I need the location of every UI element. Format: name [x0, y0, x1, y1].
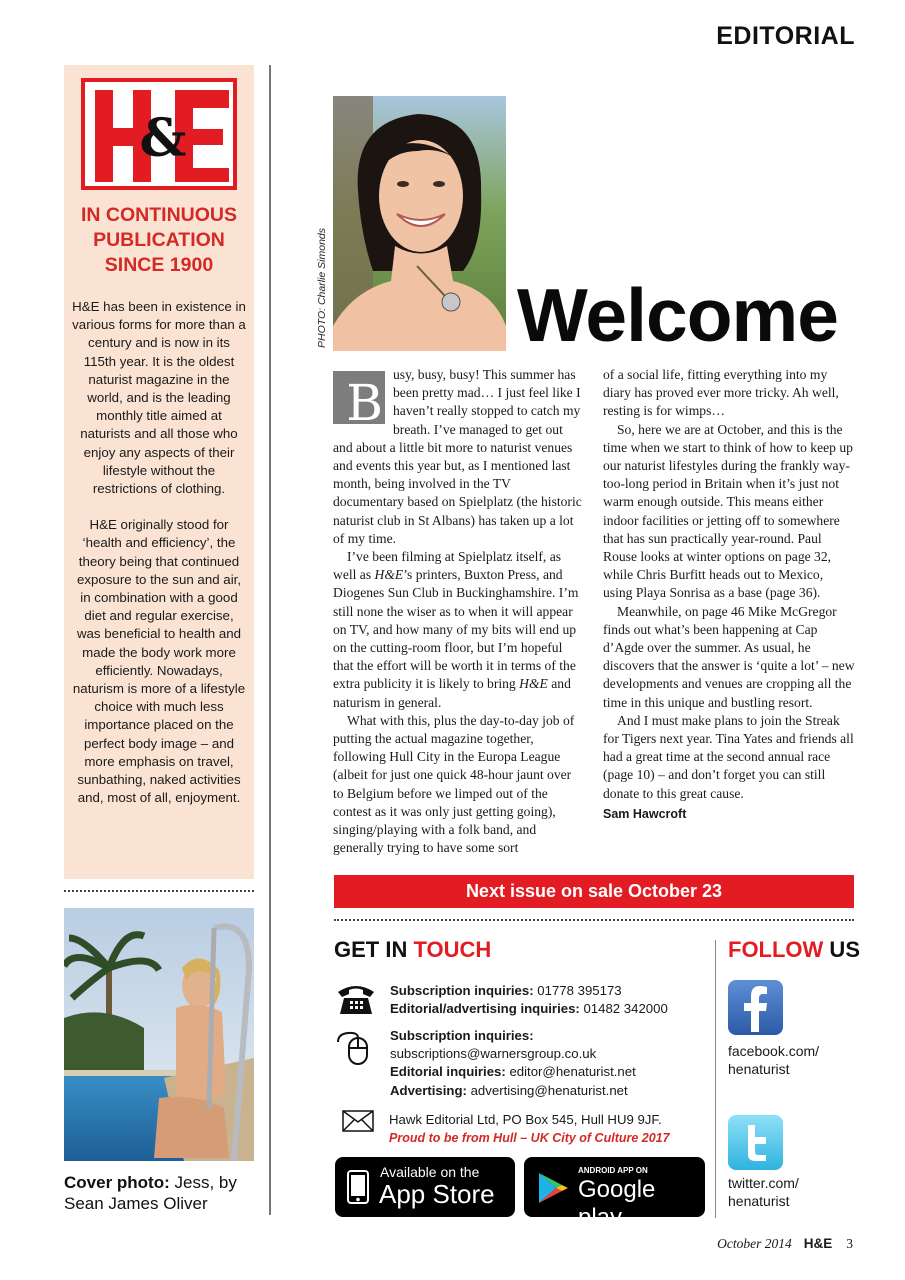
hull-tagline: Proud to be from Hull – UK City of Culture 2017 — [389, 1131, 670, 1146]
article-paragraph: I’ve been filming at Spielplatz itself, as well as H&E’s printers, Buxton Press, and Diogenes Sun Club in Buckinghamshire. I’m still none the wiser as to when it will appear on TV, and how many of my bits will end up on the cutting-room floor, but I’m hopeful that the effort will be worth it in terms of the extra publicity it is likely to bring H&E and naturism in general. — [333, 549, 579, 710]
he-logo — [81, 78, 237, 190]
follow-divider — [715, 940, 716, 1218]
article-title: Welcome — [517, 273, 838, 357]
cover-caption-label: Cover photo: — [64, 1173, 170, 1192]
divider — [334, 919, 854, 921]
address-line: Hawk Editorial Ltd, PO Box 545, Hull HU9 9JF. — [389, 1112, 662, 1127]
twitter-icon[interactable] — [728, 1115, 783, 1170]
next-issue-banner: Next issue on sale October 23 — [334, 875, 854, 908]
page-number: 3 — [846, 1236, 853, 1251]
article-paragraph: So, here we are at October, and this is the time when we start to think of how to keep up our naturist lifestyles during the frankly way-too-long period in Britain when it’s just not warm enough outside. This means either indoor facilities or jetting off to somewhere that has sun practically year-round. Paul Rouse looks at winter options on page 32, while Chris Burfitt heads out to Mexico, using Playa Sonrisa as a base (page 36). — [603, 421, 853, 601]
article-paragraph: usy, busy, busy! This summer has been pretty mad… I just feel like I haven’t really stopped to catch my breath. I’ve managed to get out and about a little bit more to naturist venues and events this year but, as I mentioned last month, being involved in the TV documentary based on Spielplatz (the historic naturist club in St Albans) has taken up a lot of my time. — [333, 367, 582, 546]
drop-cap-letter: B — [346, 374, 383, 432]
app-store-button[interactable] — [335, 1157, 515, 1217]
drop-cap — [333, 371, 385, 432]
divider — [64, 890, 254, 892]
postal-address — [389, 1111, 670, 1147]
article-paragraph: Meanwhile, on page 46 Mike McGregor finds out what’s been happening at Cap d’Agde over the summer. As usual, he discovers that the answer is ‘quite a lot’ – new developments and venues are cropping all the time in this unique and bustling resort. — [603, 603, 855, 710]
cover-photo — [64, 908, 254, 1161]
article-paragraph: What with this, plus the day-to-day job of putting the actual magazine together, following Hull City in the Europa League (albeit for just one quick 48-hour jaunt over to Belgium before we limped out of the contest as it was only just getting going), singing/playing with a folk band, and generally trying to have some sort — [333, 712, 575, 856]
editor-portrait — [333, 96, 506, 351]
mouse-icon — [336, 1030, 372, 1066]
app-store-big-text: App Store — [379, 1179, 495, 1209]
phone-subscription: Subscription inquiries: 01778 395173 — [390, 983, 622, 998]
facebook-link[interactable]: facebook.com/ henaturist — [728, 1043, 820, 1077]
email-subscription-label: Subscription inquiries: — [390, 1028, 534, 1043]
facebook-icon[interactable] — [728, 980, 783, 1035]
phone-icon — [347, 1170, 369, 1204]
email-editorial[interactable]: Editorial inquiries: editor@henaturist.net — [390, 1064, 636, 1080]
page-folio — [717, 1236, 853, 1252]
google-play-button[interactable] — [524, 1157, 705, 1231]
issue-date: October 2014 — [717, 1236, 792, 1251]
telephone-icon — [336, 982, 376, 1016]
column-divider — [269, 65, 271, 1215]
section-label: EDITORIAL — [716, 22, 855, 50]
author-signature: Sam Hawcroft — [603, 806, 687, 821]
sidebar-headline: IN CONTINUOUS PUBLICATION SINCE 1900 — [81, 204, 237, 276]
article-column-1 — [333, 366, 583, 857]
envelope-icon — [342, 1110, 374, 1132]
sidebar-text — [72, 298, 246, 825]
phone-contacts — [390, 982, 668, 1018]
sidebar-panel — [64, 65, 254, 879]
google-play-small-text: ANDROID APP ON — [578, 1166, 648, 1175]
google-play-icon — [536, 1171, 570, 1205]
sidebar-paragraph: H&E originally stood for ‘health and efficiency’, the theory being that continued exposure to the sun and air, in combination with a good diet and regular exercise, was beneficial to health and made the body work more efficiently. Nowadays, naturism is more of a lifestyle choice with much less importance placed on the perfect body image – and more emphasis on travel, sunbathing, naked activities and, most of all, enjoyment. — [72, 517, 246, 806]
cover-caption-text: Jess, by Sean James Oliver — [64, 1173, 237, 1213]
get-in-touch-heading: GET IN TOUCH — [334, 937, 492, 962]
follow-us-heading: FOLLOW US — [728, 937, 860, 962]
phone-editorial: Editorial/advertising inquiries: 01482 342000 — [390, 1001, 668, 1017]
email-advertising[interactable]: Advertising: advertising@henaturist.net — [390, 1082, 628, 1098]
email-subscription[interactable]: subscriptions@warnersgroup.co.uk — [390, 1046, 597, 1062]
article-column-2 — [603, 366, 855, 823]
google-play-big-text: Google play — [578, 1176, 656, 1231]
he-logo-graphic — [89, 86, 229, 182]
magazine-title: H&E — [803, 1236, 833, 1251]
article-paragraph: And I must make plans to join the Streak for Tigers next year. Tina Yates and friends all had a great time at the second annual race (page 10) – and don’t forget you can still donate to this great cause. — [603, 712, 854, 801]
twitter-link[interactable]: twitter.com/ henaturist — [728, 1175, 799, 1209]
cover-caption — [64, 1172, 264, 1214]
sidebar-paragraph: H&E has been in existence in various forms for more than a century and is now in its 115th year. It is the oldest naturist magazine in the world, and is the leading monthly title aimed at naturists and all those who enjoy any aspects of their lifestyle without the restrictions of clothing. — [72, 299, 246, 497]
photo-credit: PHOTO: Charlie Simonds — [316, 227, 328, 348]
email-contacts — [390, 1027, 636, 1100]
svg-text:&: & — [139, 108, 187, 169]
article-paragraph: of a social life, fitting everything into my diary has proved ever more tricky. Ah well, resting is for wimps… — [603, 367, 839, 419]
app-store-small-text: Available on the — [380, 1164, 480, 1180]
